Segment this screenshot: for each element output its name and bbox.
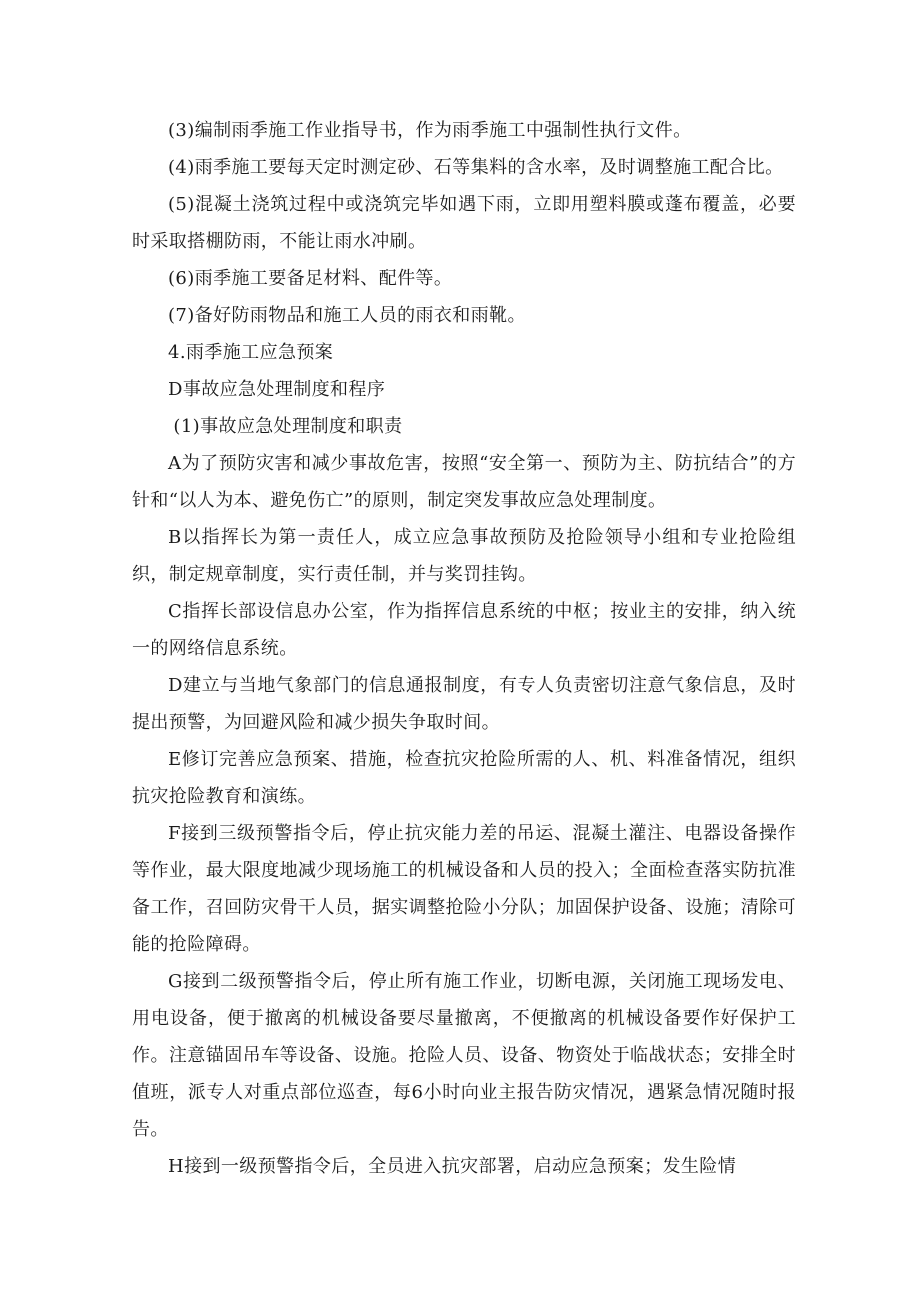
paragraph-7-rain-gear: (7)备好防雨物品和施工人员的雨衣和雨靴。 — [168, 305, 526, 326]
paragraph-3-guide-book: (3)编制雨季施工作业指导书，作为雨季施工中强制性执行文件。 — [168, 120, 692, 141]
paragraph-4-moisture-test: (4)雨季施工要每天定时测定砂、石等集料的含水率，及时调整施工配合比。 — [168, 157, 784, 178]
section-heading-emergency-plan: 4.雨季施工应急预案 — [168, 342, 334, 363]
paragraph-c: C指挥长部设信息办公室，作为指挥信息系统的中枢；按业主的安排，纳入统一的网络信息系统。 — [132, 601, 796, 659]
paragraph-d: D建立与当地气象部门的信息通报制度，有专人负责密切注意气象信息，及时提出预警，为回避风险和减少损失争取时间。 — [132, 675, 796, 733]
paragraph-h: H接到一级预警指令后，全员进入抗灾部署，启动应急预案；发生险情 — [168, 1156, 737, 1177]
section-heading-accident-procedure: D事故应急处理制度和程序 — [168, 379, 386, 400]
paragraph-5-concrete-rain: (5)混凝土浇筑过程中或浇筑完毕如遇下雨，立即用塑料膜或蓬布覆盖，必要时采取搭棚防雨，不能让雨水冲刷。 — [132, 194, 796, 252]
subsection-heading-duties: (1)事故应急处理制度和职责 — [173, 416, 403, 437]
paragraph-b: B以指挥长为第一责任人，成立应急事故预防及抢险领导小组和专业抢险组织，制定规章制度，实行责任制，并与奖罚挂钩。 — [132, 527, 796, 585]
paragraph-g: G接到二级预警指令后，停止所有施工作业，切断电源，关闭施工现场发电、用电设备，便于撤离的机械设备要尽量撤离，不便撤离的机械设备要作好保护工作。注意锚固吊车等设备、设施。抢险人员、设备、物资处于临战状态；安排全时值班，派专人对重点部位巡查，每6小时向业主报告防灾情况，遇紧急情况随时报告。 — [132, 971, 796, 1140]
paragraph-f: F接到三级预警指令后，停止抗灾能力差的吊运、混凝土灌注、电器设备操作等作业，最大限度地减少现场施工的机械设备和人员的投入；全面检查落实防抗准备工作，召回防灾骨干人员，据实调整抢险小分队；加固保护设备、设施；清除可能的抢险障碍。 — [132, 823, 796, 955]
paragraph-a: A为了预防灾害和减少事故危害，按照“安全第一、预防为主、防抗结合”的方针和“以人为本、避免伤亡”的原则，制定突发事故应急处理制度。 — [132, 453, 796, 511]
paragraph-6-materials: (6)雨季施工要备足材料、配件等。 — [168, 268, 453, 289]
document-body — [132, 112, 796, 1185]
paragraph-e: E修订完善应急预案、措施，检查抗灾抢险所需的人、机、料准备情况，组织抗灾抢险教育和演练。 — [132, 749, 796, 807]
